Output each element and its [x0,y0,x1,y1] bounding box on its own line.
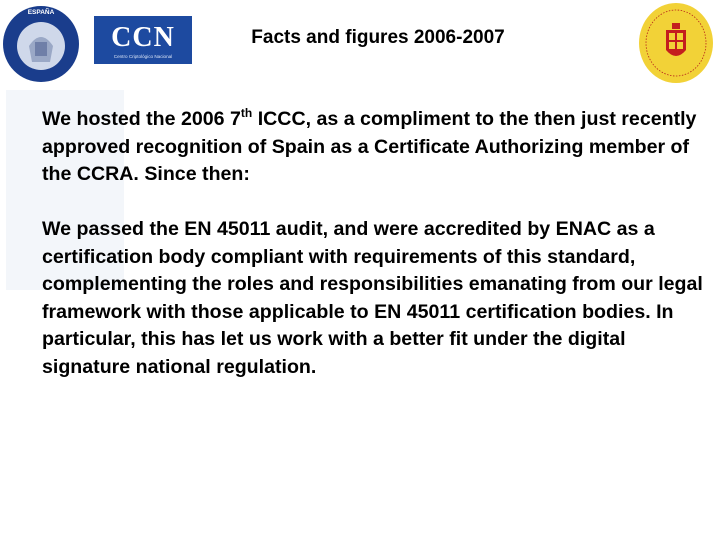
ccn-logo [94,16,192,64]
cni-emblem-logo [2,2,80,84]
paragraph-iccc [42,106,710,189]
ccn-logo-letters: CCN [111,22,175,53]
ccn-logo-subtext: Centro Criptológico Nacional [113,54,173,59]
paragraph-iccc-pre: We hosted the 2006 7 [42,108,241,130]
paragraph-en45011: We passed the EN 45011 audit, and were accredited by ENAC as a certification body compliant with requirements of this standard, complementing the roles and responsibilities emanating from our legal framework with those applicable to EN 45011 certification bodies. In particular, this has let us work with a better fit under the digital signature national regulation. [42,218,703,378]
ordinal-suffix: th [240,106,253,120]
body-content [42,106,710,381]
cni-emblem-top-text: ESPAÑA [27,9,55,16]
paragraph-iccc-post: ICCC, as a compliment to the then just recently approved recognition of Spain as a Certificate Authorizing member of the CCRA. Since then: [42,108,697,185]
security-certification-seal [638,2,714,84]
page-title: Facts and figures 2006-2007 [251,27,505,48]
